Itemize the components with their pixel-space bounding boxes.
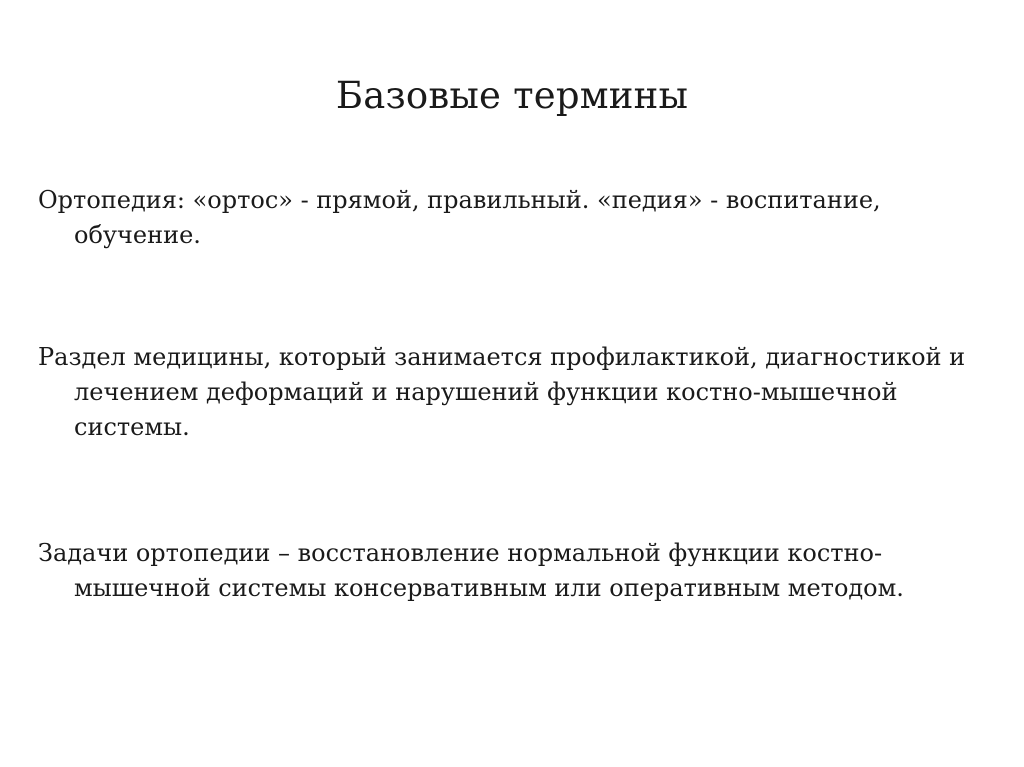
paragraph-tasks: Задачи ортопедии – восстановление нормальной функции костно-мышечной системы консервативным или оперативным методом. [38, 539, 904, 602]
paragraph-medical-field: Раздел медицины, который занимается профилактикой, диагностикой и лечением деформаций и нарушений функции костно-мышечной системы. [38, 343, 966, 441]
slide-title: Базовые термины [335, 74, 689, 117]
paragraph-definition: Ортопедия: «ортос» - прямой, правильный. «педия» - воспитание, обучение. [38, 186, 881, 249]
